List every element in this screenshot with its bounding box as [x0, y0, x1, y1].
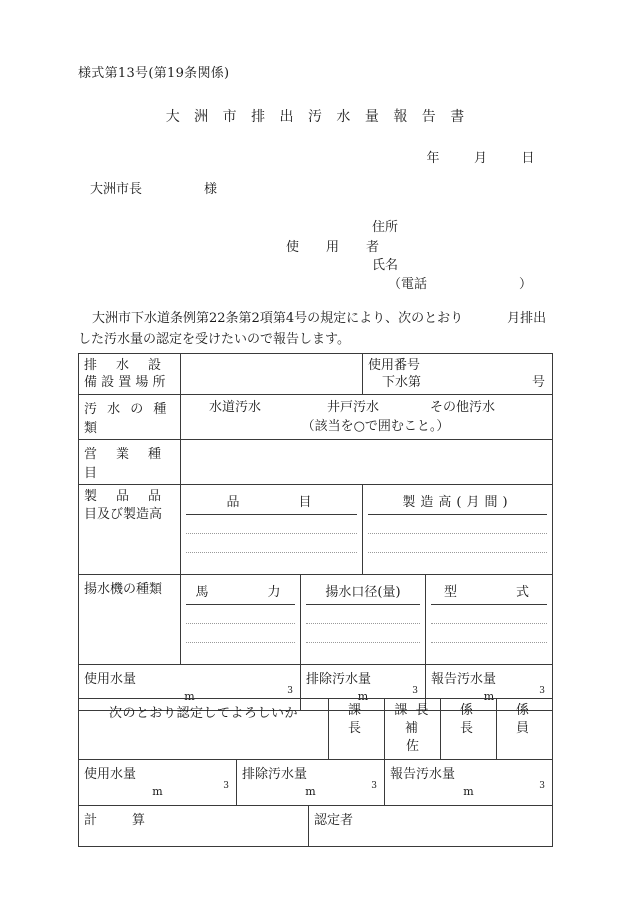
- body-text-part2: 月排出した汚水量の認定を受けたいので報告します。: [78, 311, 547, 347]
- water-used-unit-m: m: [184, 690, 195, 703]
- approval-water-reported-unit: [390, 781, 547, 802]
- addressee: [90, 178, 217, 197]
- approval-water-used-unit: [84, 781, 231, 802]
- pump-model-header: 型 式: [431, 578, 547, 605]
- approver-box-staff[interactable]: 係 員: [497, 699, 553, 760]
- sewage-type-options: [187, 398, 546, 417]
- sewage-option-other[interactable]: その他汚水: [430, 400, 496, 415]
- product-output-row-2[interactable]: [368, 534, 547, 553]
- main-report-table: [78, 353, 553, 711]
- pump-model-rows[interactable]: [431, 605, 547, 661]
- table-row-sewage-type: [79, 395, 553, 440]
- pump-horsepower-row-3[interactable]: [186, 643, 295, 661]
- product-item-rows[interactable]: [186, 515, 357, 571]
- facility-location-label-line1: 排 水 設: [84, 358, 165, 373]
- approval-water-discharged-cell[interactable]: [237, 760, 385, 806]
- document-title: 大 洲 市 排 出 汚 水 量 報 告 書: [165, 109, 470, 125]
- approval-table: [78, 698, 568, 847]
- approval-question: 次のとおり認定してよろしいか: [79, 699, 329, 760]
- body-paragraph: [78, 308, 556, 350]
- date-day-label: 日: [521, 151, 535, 166]
- table-row-business-type: [79, 440, 553, 485]
- product-output-row-1[interactable]: [368, 515, 547, 534]
- usage-number-cell[interactable]: [363, 354, 553, 395]
- approver-box-section-chief[interactable]: 課 長: [329, 699, 385, 760]
- product-item-header: 品 目: [186, 488, 357, 515]
- water-used-label: 使用水量: [84, 672, 137, 687]
- user-name-label: 氏名: [372, 258, 399, 273]
- pump-model-row-2[interactable]: [431, 624, 547, 643]
- certifier-cell[interactable]: 認定者: [309, 806, 553, 847]
- pump-model-row-3[interactable]: [431, 643, 547, 661]
- approval-water-reported-unit-m: m: [463, 785, 474, 798]
- pump-horsepower-row-2[interactable]: [186, 624, 295, 643]
- pump-diameter-column: [301, 575, 426, 665]
- product-label: [79, 485, 181, 575]
- approval-water-used-label: 使用水量: [84, 767, 137, 782]
- approval-water-row: [79, 760, 553, 806]
- approval-water-used-unit-exp: 3: [223, 781, 229, 791]
- pump-horsepower-header: 馬 力: [186, 578, 295, 605]
- pump-diameter-header: 揚水口径(量): [306, 578, 420, 605]
- water-reported-unit-m: m: [483, 690, 495, 703]
- user-phone-row: [388, 275, 532, 294]
- approver-box-deputy-chief[interactable]: [385, 699, 441, 760]
- product-item-column: [181, 485, 363, 575]
- pump-model-column: [426, 575, 553, 665]
- approval-water-reported-cell[interactable]: [385, 760, 553, 806]
- business-type-label: 営 業 種 目: [79, 440, 181, 485]
- user-address-label: 住所: [372, 220, 399, 235]
- product-output-rows[interactable]: [368, 515, 547, 571]
- usage-number-label: 使用番号: [368, 358, 421, 373]
- table-row-products: [79, 485, 553, 575]
- table-row-pump: [79, 575, 553, 665]
- business-type-input[interactable]: [181, 440, 553, 485]
- user-info-block: [286, 218, 532, 294]
- pump-diameter-row-1[interactable]: [306, 605, 420, 624]
- table-row-facility: [79, 354, 553, 395]
- user-phone-close: ）: [519, 277, 533, 292]
- user-phone-open: （電話: [388, 277, 428, 292]
- form-number: 様式第13号(第19条関係): [78, 66, 230, 81]
- pump-horsepower-row-1[interactable]: [186, 605, 295, 624]
- product-item-row-1[interactable]: [186, 515, 357, 534]
- sewage-option-well[interactable]: 井戸汚水: [327, 400, 380, 415]
- pump-diameter-row-3[interactable]: [306, 643, 420, 661]
- pump-diameter-rows[interactable]: [306, 605, 420, 661]
- water-discharged-label: 排除汚水量: [306, 672, 372, 687]
- addressee-honorific: 様: [204, 182, 218, 197]
- product-output-row-3[interactable]: [368, 553, 547, 571]
- facility-location-label: [79, 354, 181, 395]
- approver-deputy-line2: 佐: [405, 739, 419, 754]
- pump-model-row-1[interactable]: [431, 605, 547, 624]
- approval-water-reported-label: 報告汚水量: [390, 767, 456, 782]
- approval-water-reported-unit-exp: 3: [539, 781, 545, 791]
- water-discharged-unit-m: m: [357, 690, 369, 703]
- product-item-row-3[interactable]: [186, 553, 357, 571]
- addressee-name: 大洲市長: [90, 182, 143, 197]
- date-month-label: 月: [473, 151, 488, 166]
- product-label-line2: 目及び製造高: [84, 507, 163, 522]
- facility-location-input[interactable]: [181, 354, 363, 395]
- approval-calc-row: [79, 806, 553, 847]
- product-item-row-2[interactable]: [186, 534, 357, 553]
- water-discharged-unit-exp: 3: [412, 686, 418, 696]
- product-output-header: 製造高(月間): [368, 488, 547, 515]
- approval-water-discharged-unit: [242, 781, 379, 802]
- sewage-type-note: （該当を○で囲むこと。）: [301, 419, 450, 434]
- product-label-line1: 製 品 品: [84, 489, 165, 504]
- usage-number-row: [368, 374, 547, 391]
- pump-horsepower-column: [181, 575, 301, 665]
- sewage-type-options-cell[interactable]: [181, 395, 553, 440]
- usage-number-prefix: 下水第: [382, 375, 422, 390]
- approval-water-used-unit-m: m: [152, 785, 163, 798]
- date-year-label: 年: [426, 151, 440, 166]
- water-reported-label: 報告汚水量: [431, 672, 497, 687]
- water-reported-unit-exp: 3: [539, 686, 546, 696]
- approval-water-discharged-unit-m: m: [305, 785, 316, 798]
- approver-deputy-line1: 課 長 補: [394, 703, 431, 736]
- approval-header-row: [79, 699, 553, 760]
- pump-horsepower-rows[interactable]: [186, 605, 295, 661]
- pump-diameter-row-2[interactable]: [306, 624, 420, 643]
- body-text-part1: 大洲市下水道条例第22条第2項第4号の規定により、次のとおり: [92, 311, 464, 326]
- sewage-type-label: 汚 水 の 種 類: [79, 395, 181, 440]
- pump-type-label: 揚水機の種類: [79, 575, 181, 665]
- approval-water-used-cell[interactable]: [79, 760, 237, 806]
- facility-location-label-line2: 備 設 置 場 所: [84, 375, 166, 390]
- approval-water-discharged-label: 排除汚水量: [242, 767, 308, 782]
- calculation-cell[interactable]: 計 算: [79, 806, 309, 847]
- user-label: 使 用 者: [286, 240, 387, 255]
- approver-box-subsection-chief[interactable]: 係 長: [441, 699, 497, 760]
- sewage-option-tap[interactable]: 水道汚水: [209, 400, 262, 415]
- usage-number-suffix: 号: [532, 375, 546, 390]
- water-used-unit-exp: 3: [287, 686, 293, 696]
- approval-water-discharged-unit-exp: 3: [371, 781, 377, 791]
- product-output-column: [363, 485, 553, 575]
- date-line: [0, 147, 630, 166]
